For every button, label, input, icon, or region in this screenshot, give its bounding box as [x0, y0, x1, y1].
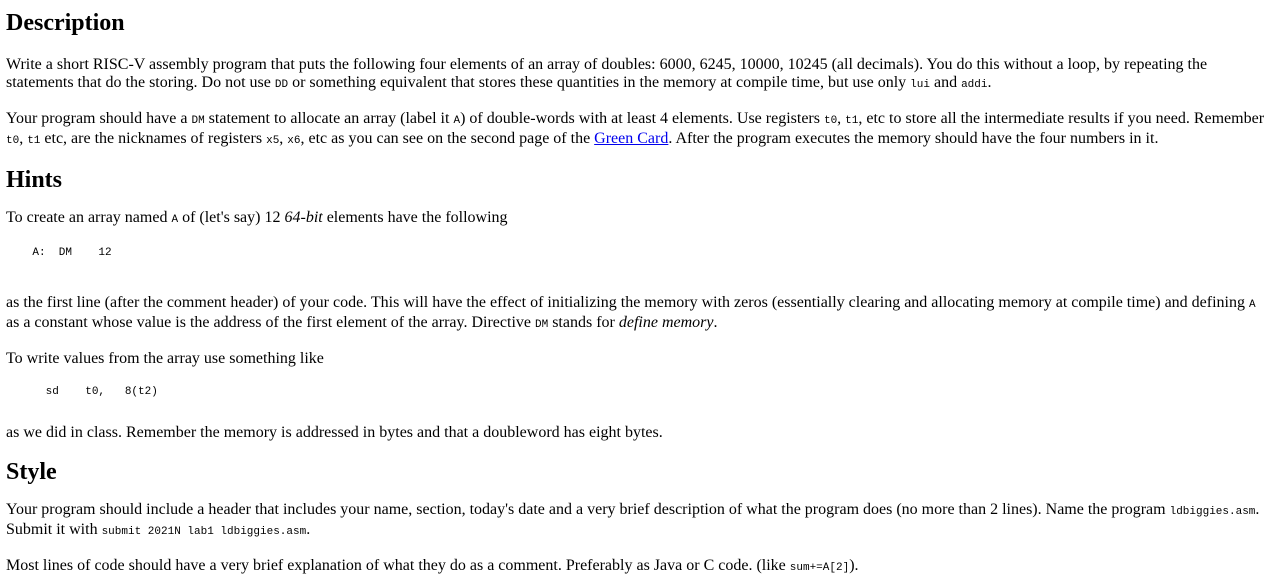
inline-code: t1: [27, 135, 41, 147]
inline-code: submit 2021N lab1 ldbiggies.asm: [101, 526, 307, 538]
inline-code: t0: [823, 115, 838, 127]
text: stands for: [548, 314, 619, 331]
emphasis: 64-bit: [284, 209, 323, 226]
text: as the first line (after the comment header) of your code. This will have the effect of initializing the memory with zeros (essentially clearing and allocating memory at compile time) and defining: [6, 294, 1249, 311]
text: . Submit it with: [6, 501, 1260, 538]
inline-code: lui: [910, 79, 930, 91]
text: elements have the following: [322, 209, 508, 226]
hints-paragraph-1: [6, 209, 1264, 229]
inline-code: DM: [535, 319, 549, 331]
text: , etc to store all the intermediate results if you need. Remember: [858, 110, 1265, 127]
inline-code: t1: [845, 115, 859, 127]
description-heading: Description: [6, 10, 125, 36]
style-paragraph-1: [6, 501, 1264, 541]
code-block-sd: sd t0, 8(t2): [6, 386, 158, 398]
hints-paragraph-3: To write values from the array use something like: [6, 350, 324, 367]
hints-heading: Hints: [6, 167, 63, 193]
text: ,: [837, 110, 846, 127]
text: Most lines of code should have a very brief explanation of what they do as a comment. Preferably as Java or C code. (like: [6, 557, 790, 574]
text: of (let's say) 12: [178, 209, 285, 226]
text: ,: [279, 130, 288, 147]
text: .: [987, 74, 992, 91]
text: Your program should include a header that includes your name, section, today's date and a very brief description of what the program does (no more than 2 lines). Name the program: [6, 501, 1170, 518]
green-card-link[interactable]: Green Card: [594, 130, 669, 147]
inline-code: A: [453, 115, 461, 127]
text: statement to allocate an array (label it: [204, 110, 454, 127]
text: .: [713, 314, 718, 331]
text: To create an array named: [6, 209, 172, 226]
inline-code: A: [1248, 299, 1256, 311]
text: . After the program executes the memory should have the four numbers in it.: [668, 130, 1159, 147]
text: and: [929, 74, 962, 91]
inline-code: sum+=A[2]: [789, 562, 850, 574]
text: etc, are the nicknames of registers: [40, 130, 267, 147]
text: Write a short RISC-V assembly program that puts the following four elements of an array of doubles: 6000, 6245, 10000, 10245 (all decimals). You do this without a loop, by repeating the statements that do the storing. Do not use: [6, 56, 1208, 91]
code-block-dm: A: DM 12: [6, 247, 112, 259]
text: as a constant whose value is the address of the first element of the array. Directive: [6, 314, 535, 331]
style-heading: Style: [6, 459, 57, 485]
text: Your program should have a: [6, 110, 192, 127]
text: ).: [849, 557, 859, 574]
emphasis: define memory: [618, 314, 714, 331]
text: , etc as you can see on the second page of the: [300, 130, 595, 147]
inline-code: ldbiggies.asm: [1169, 506, 1256, 518]
hints-paragraph-4: as we did in class. Remember the memory is addressed in bytes and that a doubleword has eight bytes.: [6, 424, 663, 441]
hints-paragraph-2: [6, 294, 1264, 334]
style-paragraph-2: [6, 557, 1264, 577]
inline-code: DD: [274, 79, 289, 91]
inline-code: x5: [266, 135, 280, 147]
inline-code: DM: [191, 115, 205, 127]
inline-code: addi: [961, 79, 988, 91]
text: or something equivalent that stores these quantities in the memory at compile time, but use only: [288, 74, 911, 91]
text: ,: [19, 130, 28, 147]
inline-code: A: [171, 214, 179, 226]
description-paragraph-1: [6, 56, 1264, 94]
inline-code: t0: [6, 135, 20, 147]
description-paragraph-2: [6, 110, 1264, 150]
text: ) of double-words with at least 4 elements. Use registers: [460, 110, 824, 127]
text: .: [306, 521, 311, 538]
inline-code: x6: [287, 135, 301, 147]
